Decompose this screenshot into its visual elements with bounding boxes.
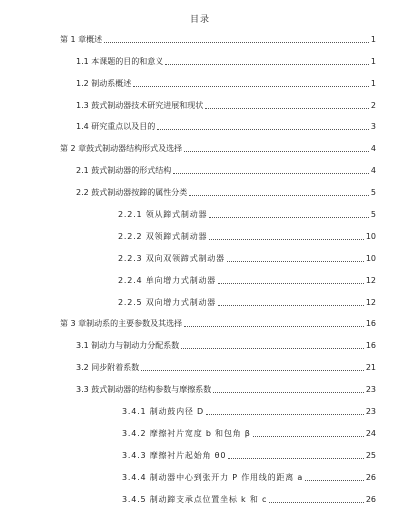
toc-entry-2-2-1[interactable] xyxy=(0,201,400,223)
leader-dots xyxy=(253,436,364,437)
toc-entry-label: 第 3 章制动系的主要参数及其选择 xyxy=(60,319,183,329)
leader-dots xyxy=(218,283,364,284)
leader-dots xyxy=(173,173,369,174)
toc-entry-page: 3 xyxy=(370,122,376,132)
toc-entry-label: 3.4.3 摩擦衬片起始角 θ0 xyxy=(122,450,227,460)
toc-entry-3-4-4[interactable] xyxy=(0,464,400,486)
toc-entry-label: 3.1 制动力与制动力分配系数 xyxy=(76,341,180,351)
toc-entry-2-2-5[interactable] xyxy=(0,289,400,311)
leader-dots xyxy=(213,392,364,393)
leader-dots xyxy=(209,217,369,218)
toc-entry-label: 2.2.4 单向增力式制动器 xyxy=(118,275,217,285)
leader-dots xyxy=(269,502,364,503)
toc-entry-page: 5 xyxy=(370,210,376,220)
leader-dots xyxy=(227,261,364,262)
leader-dots xyxy=(228,458,364,459)
toc-entry-3-4-1[interactable] xyxy=(0,398,400,420)
toc-entry-label: 2.2.1 领从蹄式制动器 xyxy=(118,210,208,220)
toc-entry-2-2-2[interactable] xyxy=(0,223,400,245)
toc-entry-label: 3.4.1 制动鼓内径 D xyxy=(122,407,205,417)
toc-entry-page: 2 xyxy=(370,100,376,110)
toc-entry-1-4[interactable] xyxy=(0,114,400,136)
toc-list xyxy=(0,26,400,508)
toc-entry-label: 1.3 鼓式制动器技术研究进展和现状 xyxy=(76,100,204,110)
leader-dots xyxy=(205,108,369,109)
toc-entry-label: 1.1 本课题的目的和意义 xyxy=(76,56,164,66)
toc-entry-label: 1.2 制动系概述 xyxy=(76,78,132,88)
toc-entry-page: 16 xyxy=(365,341,376,351)
toc-entry-page: 24 xyxy=(365,428,376,438)
toc-entry-page: 23 xyxy=(365,385,376,395)
leader-dots xyxy=(184,151,369,152)
toc-entry-chapter-3[interactable] xyxy=(0,311,400,333)
toc-entry-label: 第 2 章鼓式制动器结构形式及选择 xyxy=(60,144,183,154)
toc-entry-1-2[interactable] xyxy=(0,70,400,92)
toc-entry-2-1[interactable] xyxy=(0,157,400,179)
leader-dots xyxy=(133,86,369,87)
leader-dots xyxy=(104,42,369,43)
leader-dots xyxy=(209,239,364,240)
leader-dots xyxy=(165,64,369,65)
toc-entry-2-2-4[interactable] xyxy=(0,267,400,289)
toc-entry-page: 1 xyxy=(370,34,376,44)
toc-entry-page: 5 xyxy=(370,188,376,198)
toc-entry-page: 1 xyxy=(370,78,376,88)
toc-entry-3-4-3[interactable] xyxy=(0,442,400,464)
toc-entry-3-2[interactable] xyxy=(0,354,400,376)
toc-entry-label: 3.4.5 制动蹄支承点位置坐标 k 和 c xyxy=(122,494,268,504)
toc-entry-3-3[interactable] xyxy=(0,376,400,398)
toc-entry-page: 4 xyxy=(370,166,376,176)
leader-dots xyxy=(141,370,364,371)
leader-dots xyxy=(181,348,364,349)
toc-entry-1-1[interactable] xyxy=(0,48,400,70)
toc-entry-2-2[interactable] xyxy=(0,179,400,201)
toc-title: 目录 xyxy=(189,15,210,25)
toc-entry-label: 第 1 章概述 xyxy=(60,34,103,44)
toc-entry-label: 2.2 鼓式制动器按蹄的属性分类 xyxy=(76,188,188,198)
toc-entry-page: 21 xyxy=(365,363,376,373)
toc-entry-1-3[interactable] xyxy=(0,92,400,114)
toc-entry-chapter-1[interactable] xyxy=(0,26,400,48)
leader-dots xyxy=(206,414,364,415)
leader-dots xyxy=(305,480,364,481)
toc-entry-page: 25 xyxy=(365,450,376,460)
toc-entry-page: 10 xyxy=(365,253,376,263)
toc-entry-page: 12 xyxy=(365,297,376,307)
leader-dots xyxy=(189,195,369,196)
toc-entry-chapter-2[interactable] xyxy=(0,135,400,157)
leader-dots xyxy=(157,129,369,130)
leader-dots xyxy=(184,326,364,327)
toc-entry-label: 3.4.2 摩擦衬片宽度 b 和包角 β xyxy=(122,428,251,438)
leader-dots xyxy=(218,305,364,306)
toc-entry-3-4-5[interactable] xyxy=(0,486,400,508)
toc-entry-page: 26 xyxy=(365,472,376,482)
toc-entry-label: 2.2.3 双向双领蹄式制动器 xyxy=(118,253,225,263)
toc-entry-page: 16 xyxy=(365,319,376,329)
toc-entry-label: 2.1 鼓式制动器的形式结构 xyxy=(76,166,172,176)
toc-entry-page: 26 xyxy=(365,494,376,504)
toc-entry-page: 23 xyxy=(365,407,376,417)
toc-entry-label: 3.4.4 制动器中心到张开力 P 作用线的距离 a xyxy=(122,472,304,482)
toc-entry-label: 1.4 研究重点以及目的 xyxy=(76,122,156,132)
toc-entry-label: 2.2.5 双向增力式制动器 xyxy=(118,297,217,307)
toc-entry-label: 2.2.2 双领蹄式制动器 xyxy=(118,231,208,241)
toc-entry-page: 12 xyxy=(365,275,376,285)
toc-entry-page: 4 xyxy=(370,144,376,154)
toc-entry-label: 3.2 同步附着系数 xyxy=(76,363,140,373)
toc-entry-2-2-3[interactable] xyxy=(0,245,400,267)
toc-entry-label: 3.3 鼓式制动器的结构参数与摩擦系数 xyxy=(76,385,212,395)
toc-entry-page: 1 xyxy=(370,56,376,66)
toc-entry-3-4-2[interactable] xyxy=(0,420,400,442)
toc-entry-page: 10 xyxy=(365,231,376,241)
toc-entry-3-1[interactable] xyxy=(0,332,400,354)
